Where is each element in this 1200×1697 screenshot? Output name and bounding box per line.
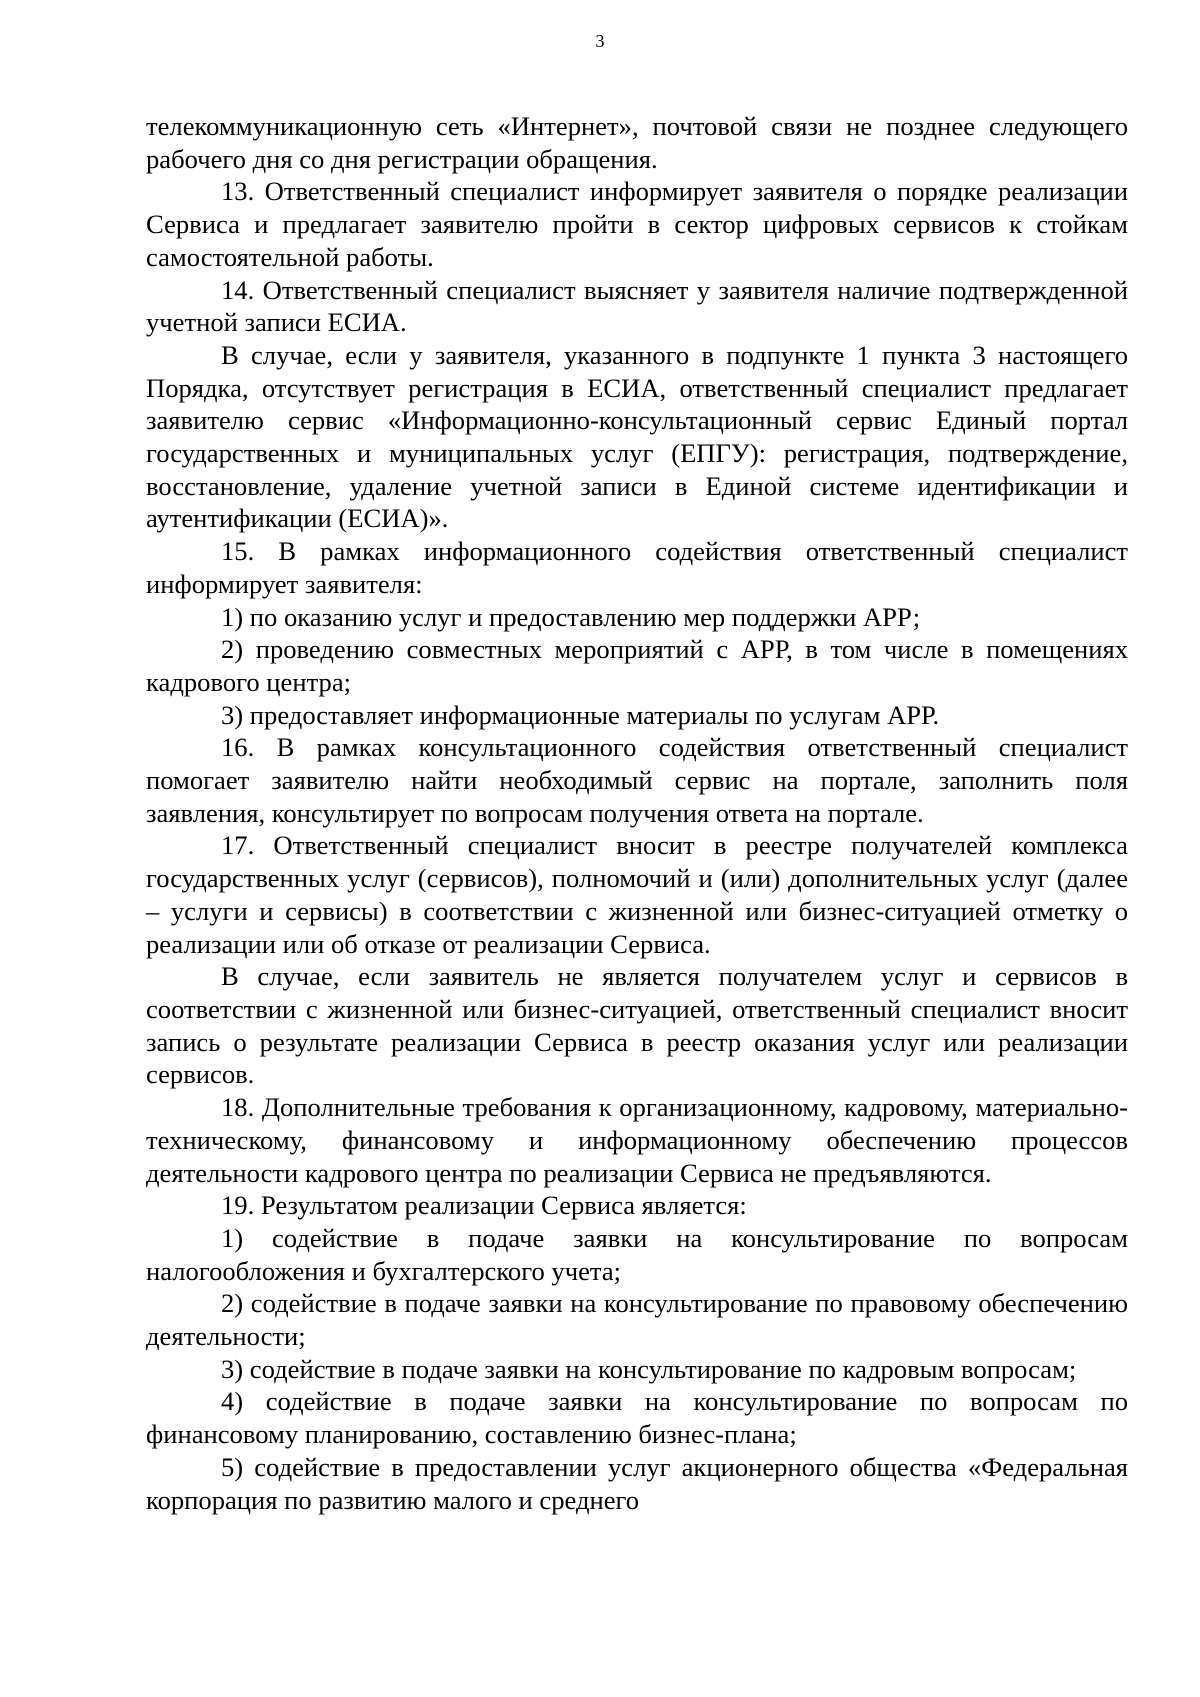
paragraph-not-recipient-case: В случае, если заявитель не является получателем услуг и сервисов в соответствии с жизненной или бизнес-ситуацией, ответственный специалист вносит запись о результате реализации Сервиса в реестр оказания услуг или реализации сервисов.: [146, 961, 1128, 1090]
paragraph-item-19-5: 5) содействие в предоставлении услуг акционерного общества «Федеральная корпорация по развитию малого и среднего: [146, 1451, 1128, 1515]
paragraph-item-16: 16. В рамках консультационного содействия ответственный специалист помогает заявителю найти необходимый сервис на портале, заполнить поля заявления, консультирует по вопросам получения ответа на портале.: [146, 732, 1128, 828]
paragraph-item-15-3: 3) предоставляет информационные материалы по услугам АРР.: [221, 699, 940, 730]
paragraph-item-19: 19. Результатом реализации Сервиса является:: [221, 1190, 747, 1221]
paragraph-esia-case: В случае, если у заявителя, указанного в подпункте 1 пункта 3 настоящего Порядка, отсутствует регистрация в ЕСИА, ответственный специалист предлагает заявителю сервис «Информационно-консультационный сервис Единый портал государственных и муниципальных услуг (ЕПГУ): регистрация, подтверждение, восстановление, удаление учетной записи в Единой системе идентификации и аутентификации (ЕСИА)».: [146, 339, 1128, 534]
paragraph-item-13: 13. Ответственный специалист информирует заявителя о порядке реализации Сервиса и предлагает заявителю пройти в сектор цифровых сервисов к стойкам самостоятельной работы.: [146, 176, 1128, 272]
paragraph-item-19-3: 3) содействие в подаче заявки на консультирование по кадровым вопросам;: [221, 1353, 1077, 1384]
paragraph-item-18: 18. Дополнительные требования к организационному, кадровому, материально-техническому, финансовому и информационному обеспечению процессов деятельности кадрового центра по реализации Сервиса не предъявляются.: [146, 1092, 1128, 1188]
paragraph-item-15-1: 1) по оказанию услуг и предоставлению мер поддержки АРР;: [221, 601, 921, 632]
paragraph-item-15-2: 2) проведению совместных мероприятий с АРР, в том числе в помещениях кадрового центра;: [146, 634, 1128, 697]
paragraph-item-19-4: 4) содействие в подаче заявки на консультирование по вопросам по финансовому планированию, составлению бизнес-плана;: [146, 1386, 1128, 1450]
paragraph-item-15: 15. В рамках информационного содействия ответственный специалист информирует заявителя:: [146, 536, 1128, 599]
paragraph-item-19-2: 2) содействие в подаче заявки на консультирование по правовому обеспечению деятельности;: [146, 1288, 1128, 1352]
page-number: 3: [595, 31, 605, 51]
document-body: [146, 110, 1128, 1516]
paragraph-item-14: 14. Ответственный специалист выясняет у заявителя наличие подтвержденной учетной записи ЕСИА.: [146, 274, 1128, 338]
paragraph-item-17: 17. Ответственный специалист вносит в реестре получателей комплекса государственных услуг (сервисов), полномочий и (или) дополнительных услуг (далее – услуги и сервисы) в соответствии с жизненной или бизнес-ситуацией отметку о реализации или об отказе от реализации Сервиса.: [146, 830, 1128, 959]
paragraph-item-19-1: 1) содействие в подаче заявки на консультирование по вопросам налогообложения и бухгалтерского учета;: [146, 1222, 1128, 1286]
paragraph-continuation: телекоммуникационную сеть «Интернет», почтовой связи не позднее следующего рабочего дня со дня регистрации обращения.: [146, 111, 1128, 174]
